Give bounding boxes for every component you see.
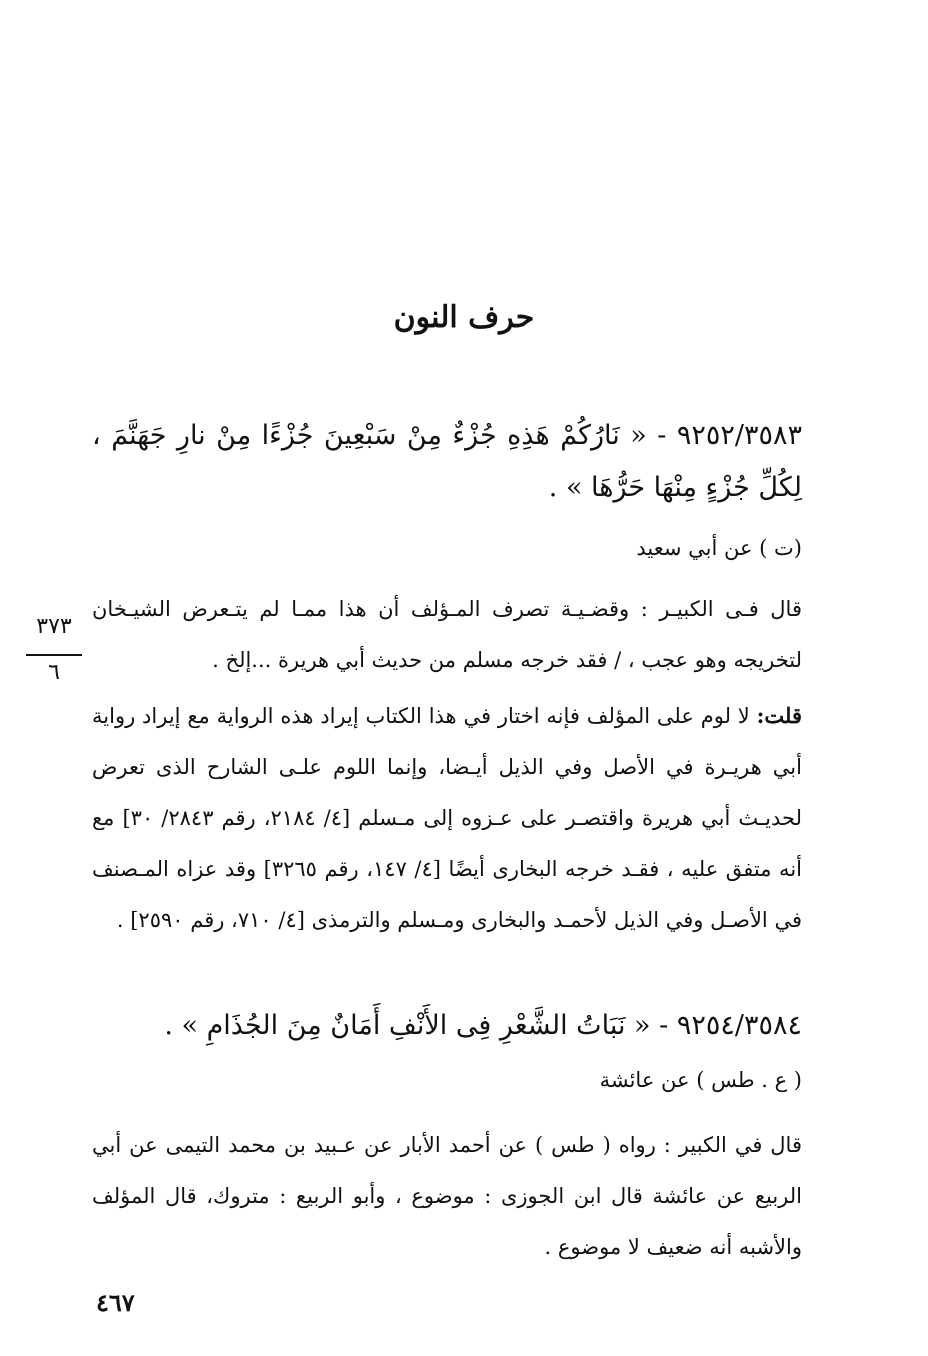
page-number: ٤٦٧ [96,1288,135,1317]
commentary-text: لا لوم على المؤلف فإنه اختار في هذا الكتاب إيراد هذه الرواية مع إيراد رواية أبي هريـرة في الأصل وفي الذيل أيـضا، وإنما اللوم علـى الشارح الذى تعرض لحديـث أبي هريرة واقتصـر على عـزوه إلى مـسلم [٤/ ٢١٨٤، رقم ٢٨٤٣/ ٣٠] مع أنه متفق عليه ، فقـد خرجه البخارى أيضًا [٤/ ١٤٧، رقم ٣٢٦٥] وقد عزاه المـصنف في الأصـل وفي الذيل لأحمـد والبخارى ومـسلم والترمذى [٤/ ٧١٠، رقم ٢٥٩٠] . [92,704,802,932]
hadith-source-wrap [92,1068,802,1098]
hadith-text: ٩٢٥٢/٣٥٨٣ - « نَارُكُمْ هَذِهِ جُزْءٌ مِنْ سَبْعِينَ جُزْءًا مِنْ نارِ جَهَنَّمَ ، لِكُلِّ جُزْءٍ مِنْهَا حَرُّهَا » . [92,420,802,503]
hadith-source-wrap [92,536,802,566]
hadith-text: ٩٢٥٤/٣٥٨٤ - « نَبَاتُ الشَّعْرِ فِى الأَنْفِ أَمَانٌ مِنَ الجُذَامِ » . [164,1010,802,1041]
hadith-source: ( ع . طس ) عن عائشة [599,1068,802,1092]
commentary-paragraph: قال في الكبير : رواه ( طس ) عن أحمد الأبار عن عـبيد بن محمد التيمى عن أبي الربيع عن عائشة قال ابن الجوزى : موضوع ، وأبو الربيع : متروك، قال المؤلف والأشبه أنه ضعيف لا موضوع . [92,1133,802,1259]
margin-ref-bottom: ٦ [48,660,60,685]
commentary-paragraph [92,690,802,946]
commentary-paragraph: قال فـى الكبيـر : وقضـيـة تصرف المـؤلف أن هذا ممـا لم يتـعرض الشيـخان لتخريجه وهو عجب ، / فقد خرجه مسلم من حديث أبي هريرة ...إلخ . [92,597,802,672]
margin-ref-divider [26,654,82,656]
margin-ref-top: ٣٧٣ [36,614,72,639]
hadith-source: (ت ) عن أبي سعيد [636,536,802,560]
section-title: حرف النون [393,300,535,335]
qultu-lead: قلت: [756,703,802,728]
margin-volume-reference [26,614,82,686]
